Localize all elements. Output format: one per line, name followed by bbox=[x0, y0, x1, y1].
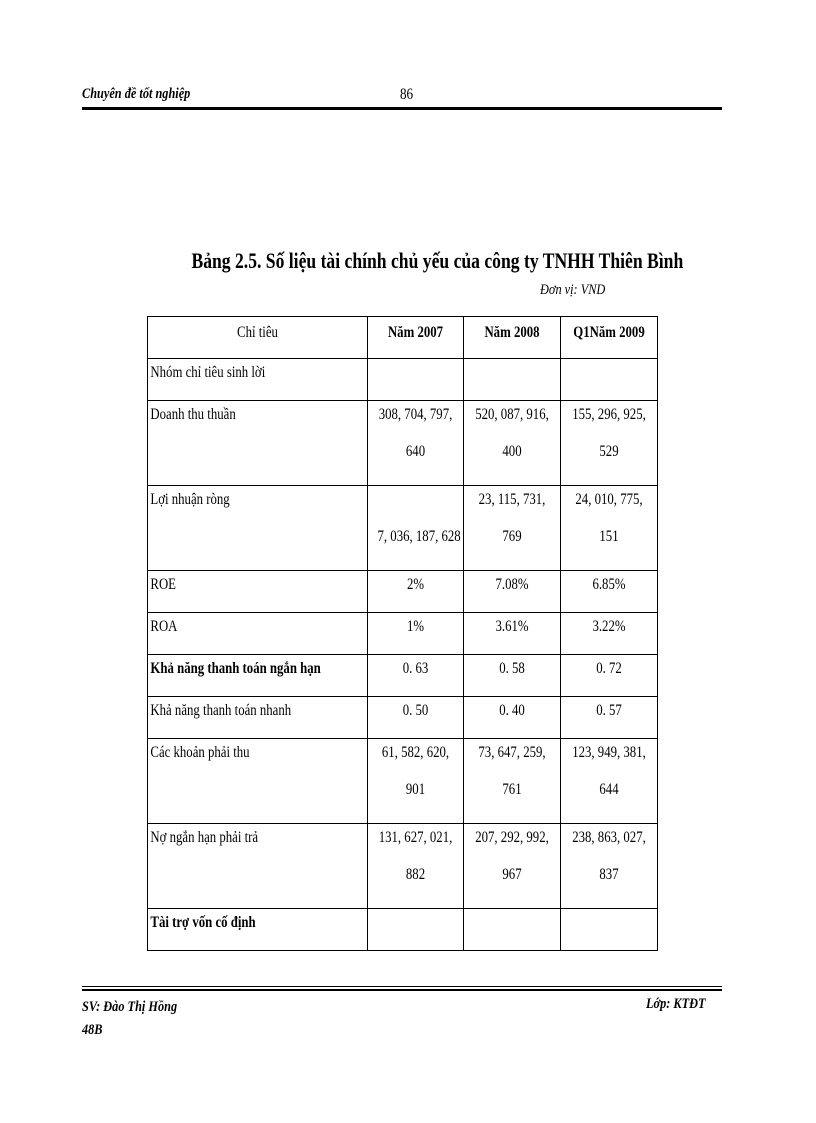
table-cell: 2% bbox=[368, 571, 464, 613]
table-row bbox=[148, 739, 658, 824]
table-row bbox=[148, 359, 658, 401]
header-cell: Chỉ tiêu bbox=[148, 317, 368, 359]
table-cell: 155, 296, 925, 529 bbox=[561, 401, 658, 486]
table-cell: 73, 647, 259, 761 bbox=[464, 739, 561, 824]
table-cell: 0. 58 bbox=[464, 655, 561, 697]
row-label: Nợ ngắn hạn phải trả bbox=[148, 824, 368, 909]
footer-student bbox=[82, 996, 177, 1042]
table-cell bbox=[561, 359, 658, 401]
table-cell bbox=[368, 909, 464, 951]
table-cell: 1% bbox=[368, 613, 464, 655]
unit-label: Đơn vị: VND bbox=[540, 282, 606, 298]
footer-rule-thin bbox=[82, 986, 722, 987]
table-cell bbox=[368, 359, 464, 401]
table-cell: 520, 087, 916, 400 bbox=[464, 401, 561, 486]
row-label: Tài trợ vốn cố định bbox=[148, 909, 368, 951]
header-cell: Năm 2007 bbox=[368, 317, 464, 359]
table-cell: 238, 863, 027, 837 bbox=[561, 824, 658, 909]
page-number: 86 bbox=[400, 86, 414, 103]
table-row bbox=[148, 613, 658, 655]
student-cohort: 48B bbox=[82, 1022, 103, 1038]
table-cell: 0. 40 bbox=[464, 697, 561, 739]
table-cell: 207, 292, 992, 967 bbox=[464, 824, 561, 909]
table-header-row bbox=[148, 317, 658, 359]
table-cell: 0. 57 bbox=[561, 697, 658, 739]
header-rule bbox=[82, 107, 722, 110]
row-label: Doanh thu thuần bbox=[148, 401, 368, 486]
table-cell: 23, 115, 731, 769 bbox=[464, 486, 561, 571]
table-cell bbox=[464, 359, 561, 401]
table-cell: 0. 72 bbox=[561, 655, 658, 697]
row-label: Khả năng thanh toán ngắn hạn bbox=[148, 655, 368, 697]
table-cell: 0. 50 bbox=[368, 697, 464, 739]
table-cell: 7.08% bbox=[464, 571, 561, 613]
row-label: ROE bbox=[148, 571, 368, 613]
table-cell: 0. 63 bbox=[368, 655, 464, 697]
row-label: ROA bbox=[148, 613, 368, 655]
row-label: Các khoản phải thu bbox=[148, 739, 368, 824]
page-header bbox=[82, 84, 722, 108]
table-row bbox=[148, 401, 658, 486]
table-cell bbox=[464, 909, 561, 951]
header-cell: Năm 2008 bbox=[464, 317, 561, 359]
table-cell: 3.22% bbox=[561, 613, 658, 655]
table-cell: 131, 627, 021, 882 bbox=[368, 824, 464, 909]
table-row bbox=[148, 655, 658, 697]
footer-rule-thick bbox=[82, 989, 722, 991]
table-row bbox=[148, 909, 658, 951]
table-cell: 7, 036, 187, 628 bbox=[368, 486, 464, 571]
table-title: Bảng 2.5. Số liệu tài chính chủ yếu của công ty TNHH Thiên Bình bbox=[191, 248, 684, 273]
financial-table bbox=[147, 316, 658, 951]
table-cell: 24, 010, 775, 151 bbox=[561, 486, 658, 571]
table-row bbox=[148, 697, 658, 739]
header-cell: Q1Năm 2009 bbox=[561, 317, 658, 359]
row-label: Lợi nhuận ròng bbox=[148, 486, 368, 571]
student-name: SV: Đào Thị Hồng bbox=[82, 999, 178, 1015]
table-cell bbox=[561, 909, 658, 951]
table-cell: 3.61% bbox=[464, 613, 561, 655]
table-cell: 123, 949, 381, 644 bbox=[561, 739, 658, 824]
table-cell: 61, 582, 620, 901 bbox=[368, 739, 464, 824]
table-cell: 308, 704, 797, 640 bbox=[368, 401, 464, 486]
table-row bbox=[148, 571, 658, 613]
row-label: Khả năng thanh toán nhanh bbox=[148, 697, 368, 739]
table-row bbox=[148, 824, 658, 909]
table-row bbox=[148, 486, 658, 571]
table-cell: 6.85% bbox=[561, 571, 658, 613]
footer-class: Lớp: KTĐT bbox=[646, 996, 706, 1012]
row-label: Nhóm chỉ tiêu sinh lời bbox=[148, 359, 368, 401]
header-document-type: Chuyên đề tốt nghiệp bbox=[82, 86, 191, 102]
